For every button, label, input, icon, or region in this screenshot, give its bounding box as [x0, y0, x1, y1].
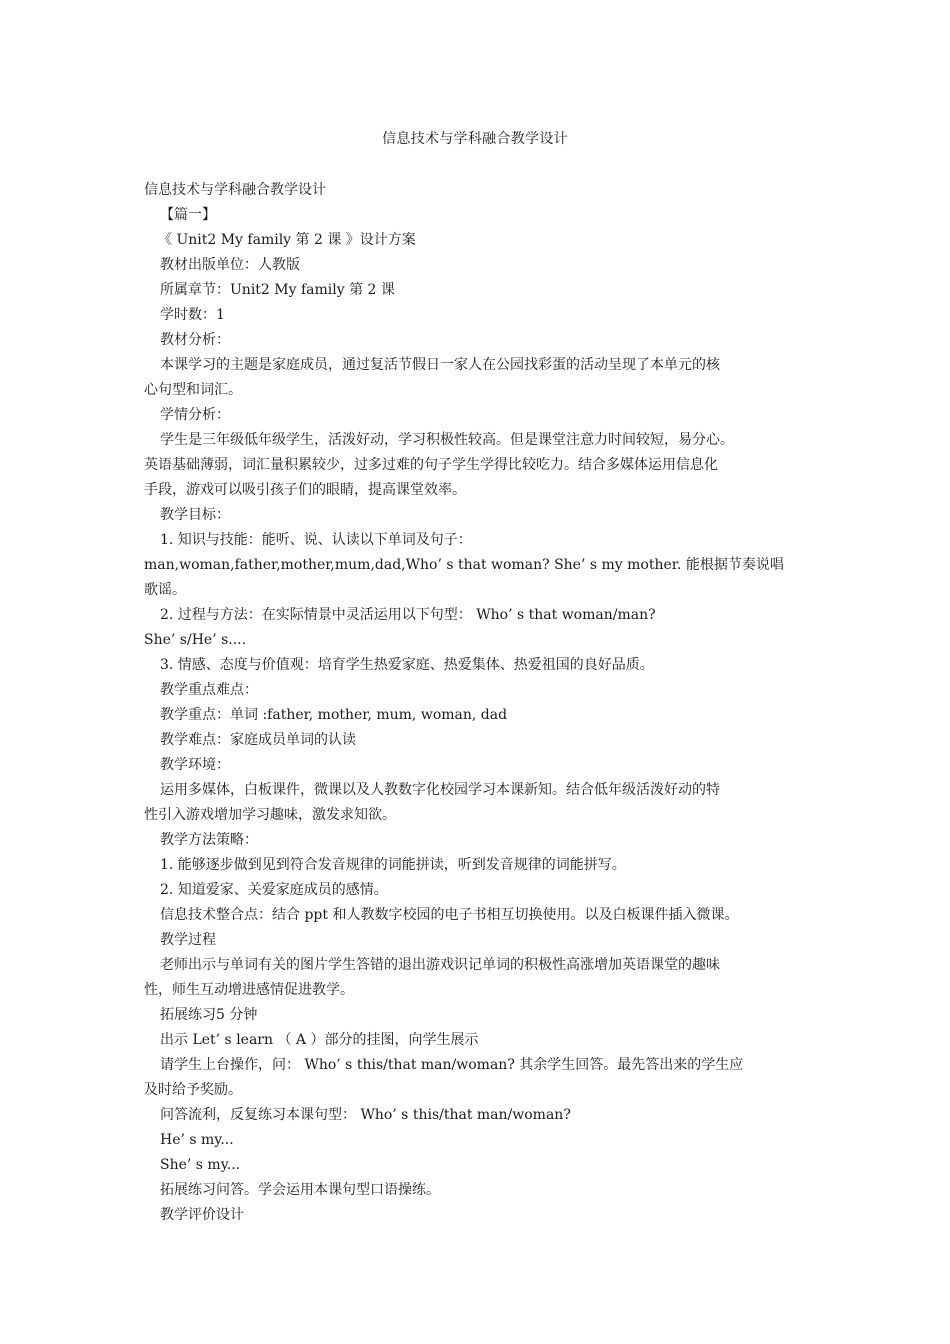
text-line: 歌谣。	[144, 582, 186, 598]
text-line: 心句型和词汇。	[144, 382, 242, 398]
text-line: 问答流利，反复练习本课句型： Who’ s this/that man/woman?	[160, 1107, 571, 1123]
text-line: 教学环境：	[160, 757, 230, 773]
text-line: 教学重点：单词 :father, mother, mum, woman, dad	[160, 707, 508, 723]
document-body	[144, 178, 824, 1228]
text-line: 信息技术整合点：结合 ppt 和人教数字校园的电子书相互切换使用。以及白板课件插入微课。	[160, 907, 739, 923]
text-line: 运用多媒体，白板课件，微课以及人教数字化校园学习本课新知。结合低年级活泼好动的特	[160, 782, 720, 798]
text-line: 1. 能够逐步做到见到符合发音规律的词能拼读，听到发音规律的词能拼写。	[160, 857, 626, 873]
text-line: 性引入游戏增加学习趣味，激发求知欲。	[144, 807, 396, 823]
text-line: 性，师生互动增进感情促进教学。	[144, 982, 354, 998]
text-line: 出示 Let’ s learn （ A ）部分的挂图，向学生展示	[160, 1032, 479, 1048]
text-line: 教学目标：	[160, 507, 230, 523]
text-line: 教学过程	[160, 932, 216, 948]
text-line: 教材分析：	[160, 332, 230, 348]
text-line: 学情分析：	[160, 407, 230, 423]
text-line: 请学生上台操作，问： Who’ s this/that man/woman? 其余学生回答。最先答出来的学生应	[160, 1057, 744, 1073]
text-line: He’ s my...	[160, 1132, 234, 1148]
text-line: 2. 知道爱家、关爱家庭成员的感情。	[160, 882, 388, 898]
heading-line: 信息技术与学科融合教学设计	[144, 182, 326, 198]
text-line: 手段，游戏可以吸引孩子们的眼睛，提高课堂效率。	[144, 482, 466, 498]
text-line: 教材出版单位：人教版	[160, 257, 300, 273]
text-line: 教学难点：家庭成员单词的认读	[160, 732, 356, 748]
text-line: 学时数：1	[160, 307, 225, 323]
text-line: 学生是三年级低年级学生，活泼好动，学习积极性较高。但是课堂注意力时间较短，易分心。	[160, 432, 734, 448]
text-line: 3. 情感、态度与价值观：培育学生热爱家庭、热爱集体、热爱祖国的良好品质。	[160, 657, 654, 673]
text-line: 1. 知识与技能：能听、说、认读以下单词及句子：	[160, 532, 472, 548]
text-line: 教学重点难点：	[160, 682, 258, 698]
text-line: 拓展练习问答。学会运用本课句型口语操练。	[160, 1182, 440, 1198]
text-line: 拓展练习5 分钟	[160, 1007, 258, 1023]
text-line: 教学方法策略：	[160, 832, 258, 848]
text-line: 本课学习的主题是家庭成员，通过复活节假日一家人在公园找彩蛋的活动呈现了本单元的核	[160, 357, 720, 373]
text-line: 及时给予奖励。	[144, 1082, 242, 1098]
text-line: 2. 过程与方法：在实际情景中灵活运用以下句型： Who’ s that woman/man?	[160, 607, 656, 623]
text-line: man,woman,father,mother,mum,dad,Who’ s that woman? She’ s my mother. 能根据节奏说唱	[144, 557, 784, 573]
text-line: 英语基础薄弱，词汇量积累较少，过多过难的句子学生学得比较吃力。结合多媒体运用信息化	[144, 457, 718, 473]
text-line: 教学评价设计	[160, 1207, 244, 1223]
text-line: 老师出示与单词有关的图片学生答错的退出游戏识记单词的积极性高涨增加英语课堂的趣味	[160, 957, 720, 973]
text-line: She’ s my...	[160, 1157, 241, 1173]
page-title: 信息技术与学科融合教学设计	[382, 131, 568, 147]
plan-title: 《 Unit2 My family 第 2 课 》设计方案	[158, 232, 416, 248]
text-line: She’ s/He’ s....	[144, 632, 247, 648]
text-line: 所属章节：Unit2 My family 第 2 课	[160, 282, 395, 298]
section-label: 【篇一】	[160, 207, 216, 223]
